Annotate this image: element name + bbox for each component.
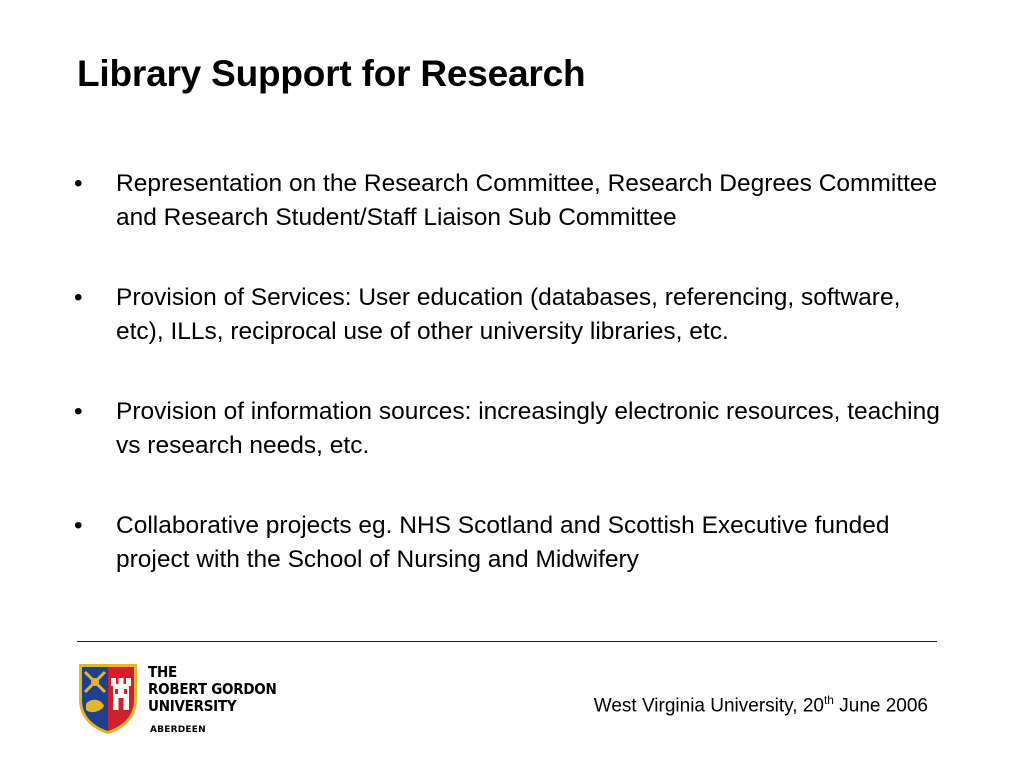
bullet-dot-icon: • (74, 284, 83, 311)
bullet-text: Provision of information sources: increasingly electronic resources, teaching vs research needs, etc. (116, 398, 940, 459)
bullet-dot-icon: • (74, 398, 83, 425)
university-crest-icon (77, 662, 139, 736)
university-name-line: ROBERT GORDON (148, 680, 277, 698)
bullet-text: Provision of Services: User education (databases, referencing, software, etc), ILLs, reciprocal use of other university libraries, etc. (116, 284, 901, 345)
bullet-item (74, 281, 944, 349)
university-name-line: THE (148, 663, 177, 681)
slide-title: Library Support for Research (77, 53, 586, 94)
bullet-item (74, 509, 944, 577)
university-city: ABERDEEN (150, 725, 206, 735)
bullet-dot-icon: • (74, 170, 83, 197)
bullet-list (74, 167, 944, 623)
footer-divider (77, 641, 937, 642)
footer-event-prefix: West Virginia University, 20 (593, 695, 824, 717)
bullet-text: Collaborative projects eg. NHS Scotland and Scottish Executive funded project with the School of Nursing and Midwifery (116, 512, 890, 573)
university-name-line: UNIVERSITY (148, 697, 237, 715)
bullet-item (74, 167, 944, 235)
footer-event-suffix: June 2006 (833, 695, 928, 717)
bullet-dot-icon: • (74, 512, 83, 539)
bullet-text: Representation on the Research Committee, Research Degrees Committee and Research Student/Staff Liaison Sub Committee (116, 170, 938, 231)
footer-event-text (594, 693, 928, 717)
footer-event-ordinal: th (823, 693, 834, 707)
university-name (148, 664, 277, 715)
bullet-item (74, 395, 944, 463)
